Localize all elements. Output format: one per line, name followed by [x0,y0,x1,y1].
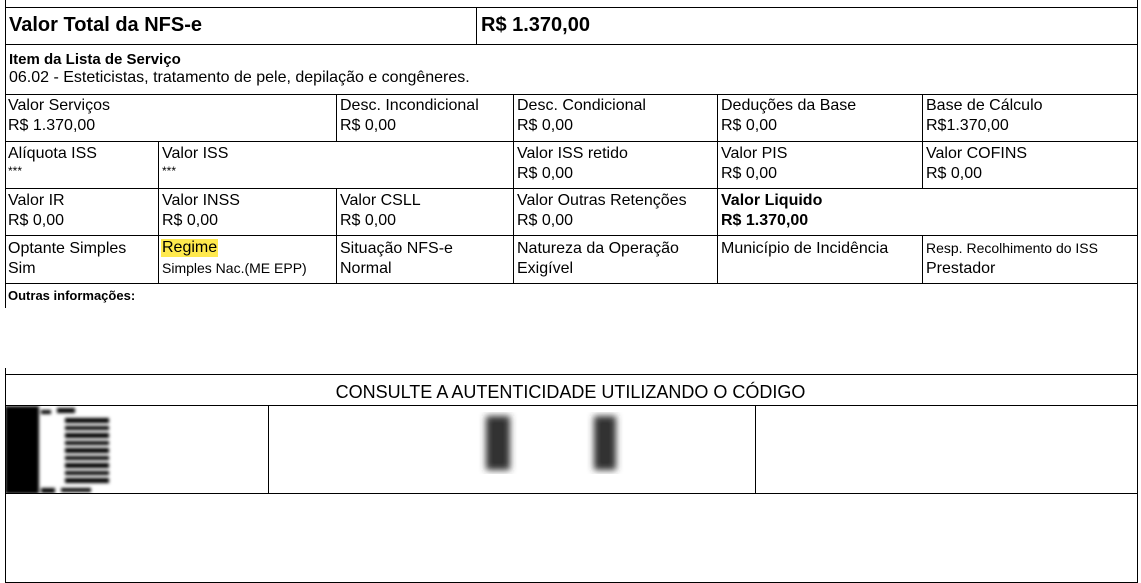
iss-retido-label: Valor ISS retido [517,145,628,162]
item-label: Item da Lista de Serviço [9,51,181,68]
rule [5,94,1138,95]
left-border [5,0,6,308]
col-divider [268,405,269,493]
qr-code-icon [5,406,115,494]
total-value: R$ 1.370,00 [481,14,590,36]
valor-iss-label: Valor ISS [162,145,229,162]
cofins-label: Valor COFINS [926,145,1028,162]
right-border [1137,0,1138,583]
rule [5,7,1138,8]
regime-value: Simples Nac.(ME EPP) [162,260,307,276]
autenticidade-label: CONSULTE A AUTENTICIDADE UTILIZANDO O CÓDIGO [335,382,806,402]
municipio-label: Município de Incidência [721,240,889,257]
barcode-icon [470,412,650,474]
base-calculo-value: R$1.370,00 [926,117,1009,134]
rule [5,188,1138,189]
base-calculo-label: Base de Cálculo [926,97,1043,114]
rule [5,283,1138,284]
desc-incondicional-value: R$ 0,00 [340,117,397,134]
pis-label: Valor PIS [721,145,788,162]
rule [5,374,1138,375]
col-divider [513,94,514,283]
valor-liquido-label: Valor Liquido [721,192,823,209]
valor-servicos-value: R$ 1.370,00 [8,117,96,134]
aliquota-value: *** [8,164,23,178]
col-divider [336,94,337,141]
situacao-label: Situação NFS-e [340,240,453,257]
outras-retencoes-value: R$ 0,00 [517,212,574,229]
col-divider [158,141,159,283]
col-divider [476,7,477,45]
outras-info-label: Outras informações: [8,288,136,303]
csll-label: Valor CSLL [340,192,421,209]
rule [5,493,1138,494]
valor-servicos-label: Valor Serviços [8,97,110,114]
rule [5,141,1138,142]
ir-label: Valor IR [8,192,65,209]
deducoes-label: Deduções da Base [721,97,857,114]
optante-value: Sim [8,260,36,277]
total-label: Valor Total da NFS-e [9,14,202,36]
rule [5,44,1138,45]
desc-incondicional-label: Desc. Incondicional [340,97,479,114]
valor-iss-value: *** [162,164,177,178]
optante-label: Optante Simples [8,240,127,257]
rule [5,405,1138,406]
iss-retido-value: R$ 0,00 [517,165,574,182]
deducoes-value: R$ 0,00 [721,117,778,134]
inss-value: R$ 0,00 [162,212,219,229]
natureza-label: Natureza da Operação [517,240,679,257]
regime-label: Regime [162,239,218,256]
outras-retencoes-label: Valor Outras Retenções [517,192,687,209]
csll-value: R$ 0,00 [340,212,397,229]
cofins-value: R$ 0,00 [926,165,983,182]
resp-value: Prestador [926,260,996,277]
col-divider [336,188,337,283]
inss-label: Valor INSS [162,192,240,209]
col-divider [717,94,718,283]
desc-condicional-value: R$ 0,00 [517,117,574,134]
resp-label: Resp. Recolhimento do ISS [926,240,1098,256]
ir-value: R$ 0,00 [8,212,65,229]
item-value: 06.02 - Esteticistas, tratamento de pele, depilação e congêneres. [9,69,470,86]
natureza-value: Exigível [517,260,574,277]
col-divider [922,94,923,188]
situacao-value: Normal [340,260,392,277]
col-divider [922,235,923,283]
rule [5,235,1138,236]
desc-condicional-label: Desc. Condicional [517,97,646,114]
aliquota-label: Alíquota ISS [8,145,97,162]
valor-liquido-value: R$ 1.370,00 [721,212,809,229]
col-divider [755,405,756,493]
pis-value: R$ 0,00 [721,165,778,182]
